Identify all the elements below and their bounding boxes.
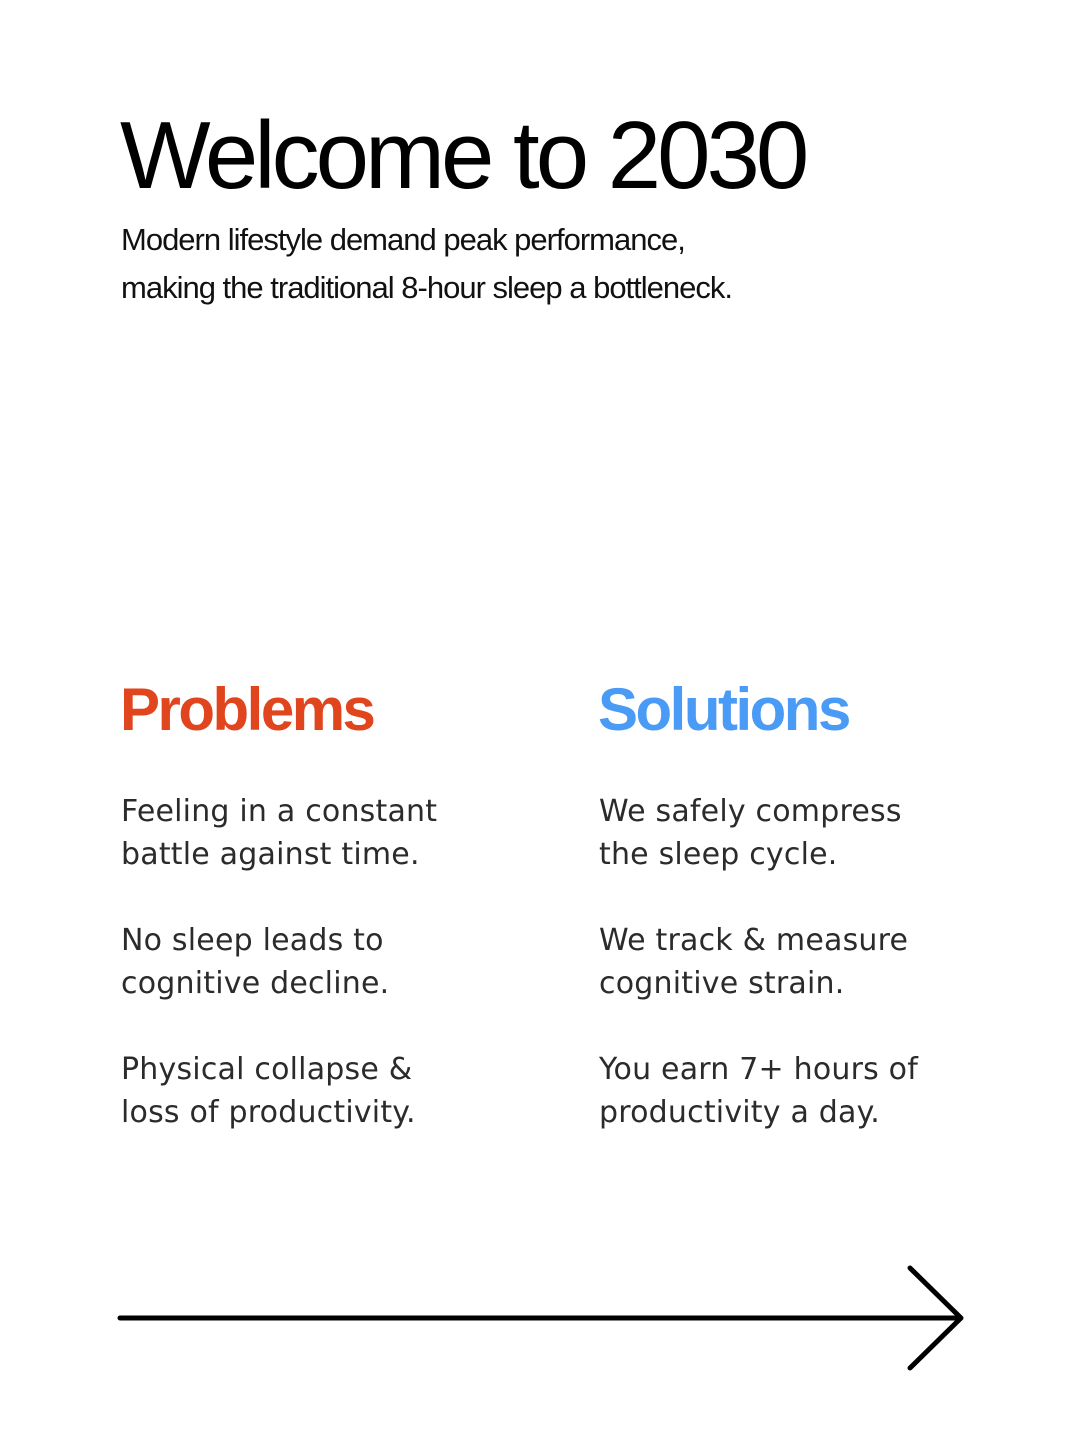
problems-column — [120, 672, 520, 1130]
solutions-list — [599, 790, 918, 1177]
problem-text: Physical collapse & — [121, 1052, 413, 1087]
solution-item — [599, 790, 918, 876]
solution-text: You earn 7+ hours of — [599, 1052, 918, 1087]
solution-text: cognitive strain. — [599, 966, 845, 1001]
solution-item — [599, 919, 918, 1005]
problem-text: Feeling in a constant — [121, 794, 438, 829]
page-title: Welcome to 2030 — [120, 102, 806, 209]
problem-item — [121, 919, 437, 1005]
problems-heading: Problems — [120, 676, 374, 743]
solution-item — [599, 1048, 918, 1134]
arrow-right-icon[interactable] — [110, 1258, 980, 1382]
subtitle-line: making the traditional 8-hour sleep a bottleneck. — [121, 270, 733, 305]
solution-text: the sleep cycle. — [599, 837, 838, 872]
solution-text: We track & measure — [599, 923, 909, 958]
page-subtitle — [121, 216, 732, 312]
problems-list — [121, 790, 437, 1177]
solution-text: productivity a day. — [599, 1095, 881, 1130]
problem-item — [121, 790, 437, 876]
problem-text: loss of productivity. — [121, 1095, 416, 1130]
problem-text: No sleep leads to — [121, 923, 384, 958]
problem-text: battle against time. — [121, 837, 420, 872]
solution-text: We safely compress — [599, 794, 902, 829]
problem-item — [121, 1048, 437, 1134]
solutions-heading: Solutions — [598, 676, 849, 743]
solutions-column — [598, 672, 998, 1130]
problem-text: cognitive decline. — [121, 966, 390, 1001]
subtitle-line: Modern lifestyle demand peak performance, — [121, 222, 685, 257]
